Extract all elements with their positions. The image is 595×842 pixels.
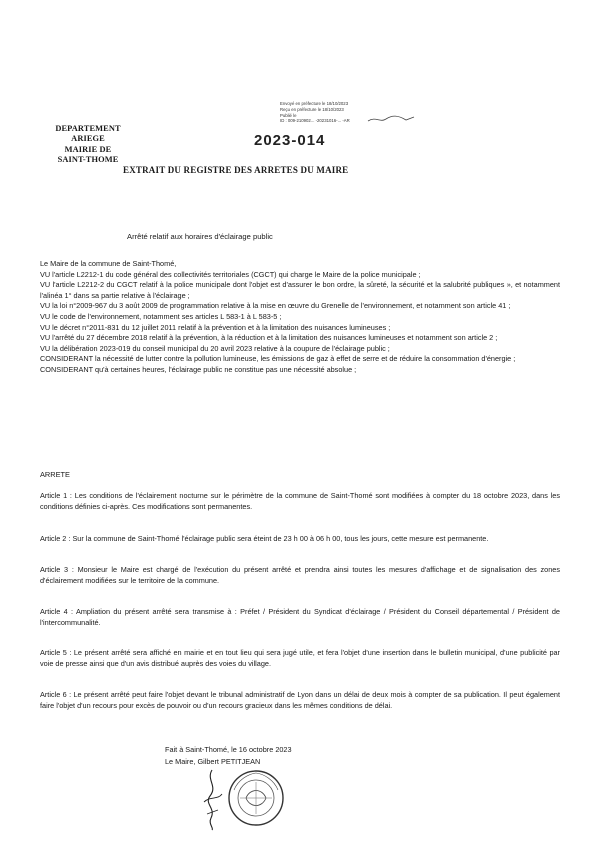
article-4: Article 4 : Ampliation du présent arrêté sera transmise à : Préfet / Président du Syndicat d'éclairage / Président du Conseil départemental / Président de l'intercommunalité. <box>40 607 560 627</box>
place-date: Fait à Saint-Thomé, le 16 octobre 2023 <box>165 745 292 754</box>
municipal-seal-icon <box>226 768 286 828</box>
visa-item: VU l'article L2212-2 du CGCT relatif à la police municipale dont l'objet est d'assurer le bon ordre, la sûreté, la sécurité et la salubrité publiques », et notamment l'alinéa 1° dans sa partie relative à l'éclairage ; <box>40 280 560 300</box>
visa-item: VU la délibération 2023-019 du conseil municipal du 20 avril 2023 relative à la coupure de l'éclairage public ; <box>40 343 390 353</box>
stamp-line: Reçu en préfecture le 18/10/2023 <box>280 106 344 112</box>
visa-item: CONSIDERANT qu'à certaines heures, l'éclairage public ne constitue pas une nécessité absolue ; <box>40 364 357 374</box>
visa-item: Le Maire de la commune de Saint-Thomé, <box>40 259 177 268</box>
article-2: Article 2 : Sur la commune de Saint-Thomé l'éclairage public sera éteint de 23 h 00 à 06 h 00, tous les jours, cette mesure est permanente. <box>40 534 489 543</box>
department-line: SAINT-THOME <box>57 155 119 165</box>
article-1: Article 1 : Les conditions de l'éclairement nocturne sur le périmètre de la commune de Saint-Thomé sont modifiées à compter du 18 octobre 2023, dans les conditions définies ci-après. Ces modifications sont permanentes. <box>40 491 560 511</box>
stamp-line: Envoyé en préfecture le 18/10/2023 <box>280 101 349 106</box>
article-5: Article 5 : Le présent arrêté sera affiché en mairie et en tout lieu qui sera jugé utile, et fera l'objet d'une insertion dans le bulletin municipal, d'une publicité par voie de presse ainsi que d'un avis distribué auprès des voies du village. <box>40 648 560 668</box>
visa-item: VU la loi n°2009-967 du 3 août 2009 de programmation relative à la mise en œuvre du Grenelle de l'environnement, et notamment son article 41 ; <box>40 301 511 311</box>
department-header <box>38 124 138 166</box>
department-line: ARIEGE <box>71 134 105 144</box>
stamp-line: Publié le <box>280 112 297 118</box>
visa-item: VU l'arrêté du 27 décembre 2018 relatif à la prévention, à la réduction et à la limitation des nuisances lumineuses et notamment son article 2 ; <box>40 333 498 343</box>
article-6: Article 6 : Le présent arrêté peut faire l'objet devant le tribunal administratif de Lyon dans un délai de deux mois à compter de sa publication. Il peut également faire l'objet d'un recours pour excès de pouvoir ou d'un recours gracieux dans les mêmes conditions de délai. <box>40 690 560 710</box>
visas-block <box>40 259 560 376</box>
signature-block <box>165 744 292 767</box>
department-line: DEPARTEMENT <box>55 124 121 133</box>
article-3: Article 3 : Monsieur le Maire est chargé de l'exécution du présent arrêté et prendra ainsi toutes les mesures d'affichage et de signalisation des zones d'éclairement modifiées sur le territoire de la commune. <box>40 565 560 585</box>
visa-item: CONSIDERANT la nécessité de lutter contre la pollution lumineuse, les émissions de gaz à effet de serre et de réduire la consommation d'énergie ; <box>40 354 516 364</box>
document-subject: Arrêté relatif aux horaires d'éclairage public <box>127 232 273 241</box>
register-number: 2023-014 <box>254 132 326 149</box>
document-title: EXTRAIT DU REGISTRE DES ARRETES DU MAIRE <box>123 165 349 175</box>
stamp-scribble-icon <box>366 112 416 126</box>
signatory: Le Maire, Gilbert PETITJEAN <box>165 756 261 766</box>
visa-item: VU le code de l'environnement, notamment ses articles L 583-1 à L 583-5 ; <box>40 311 282 321</box>
arrete-label: ARRETE <box>40 470 70 479</box>
department-line: MAIRIE DE <box>64 144 112 154</box>
stamp-line: ID : 009-210902... -20231016-... -AR <box>280 118 350 124</box>
handwritten-signature-icon <box>198 766 228 832</box>
visa-item: VU l'article L2212-1 du code général des collectivités territoriales (CGCT) qui charge le Maire de la police municipale ; <box>40 269 421 279</box>
visa-item: VU le décret n°2011-831 du 12 juillet 2011 relatif à la prévention et à la limitation des nuisances lumineuses ; <box>40 322 391 332</box>
